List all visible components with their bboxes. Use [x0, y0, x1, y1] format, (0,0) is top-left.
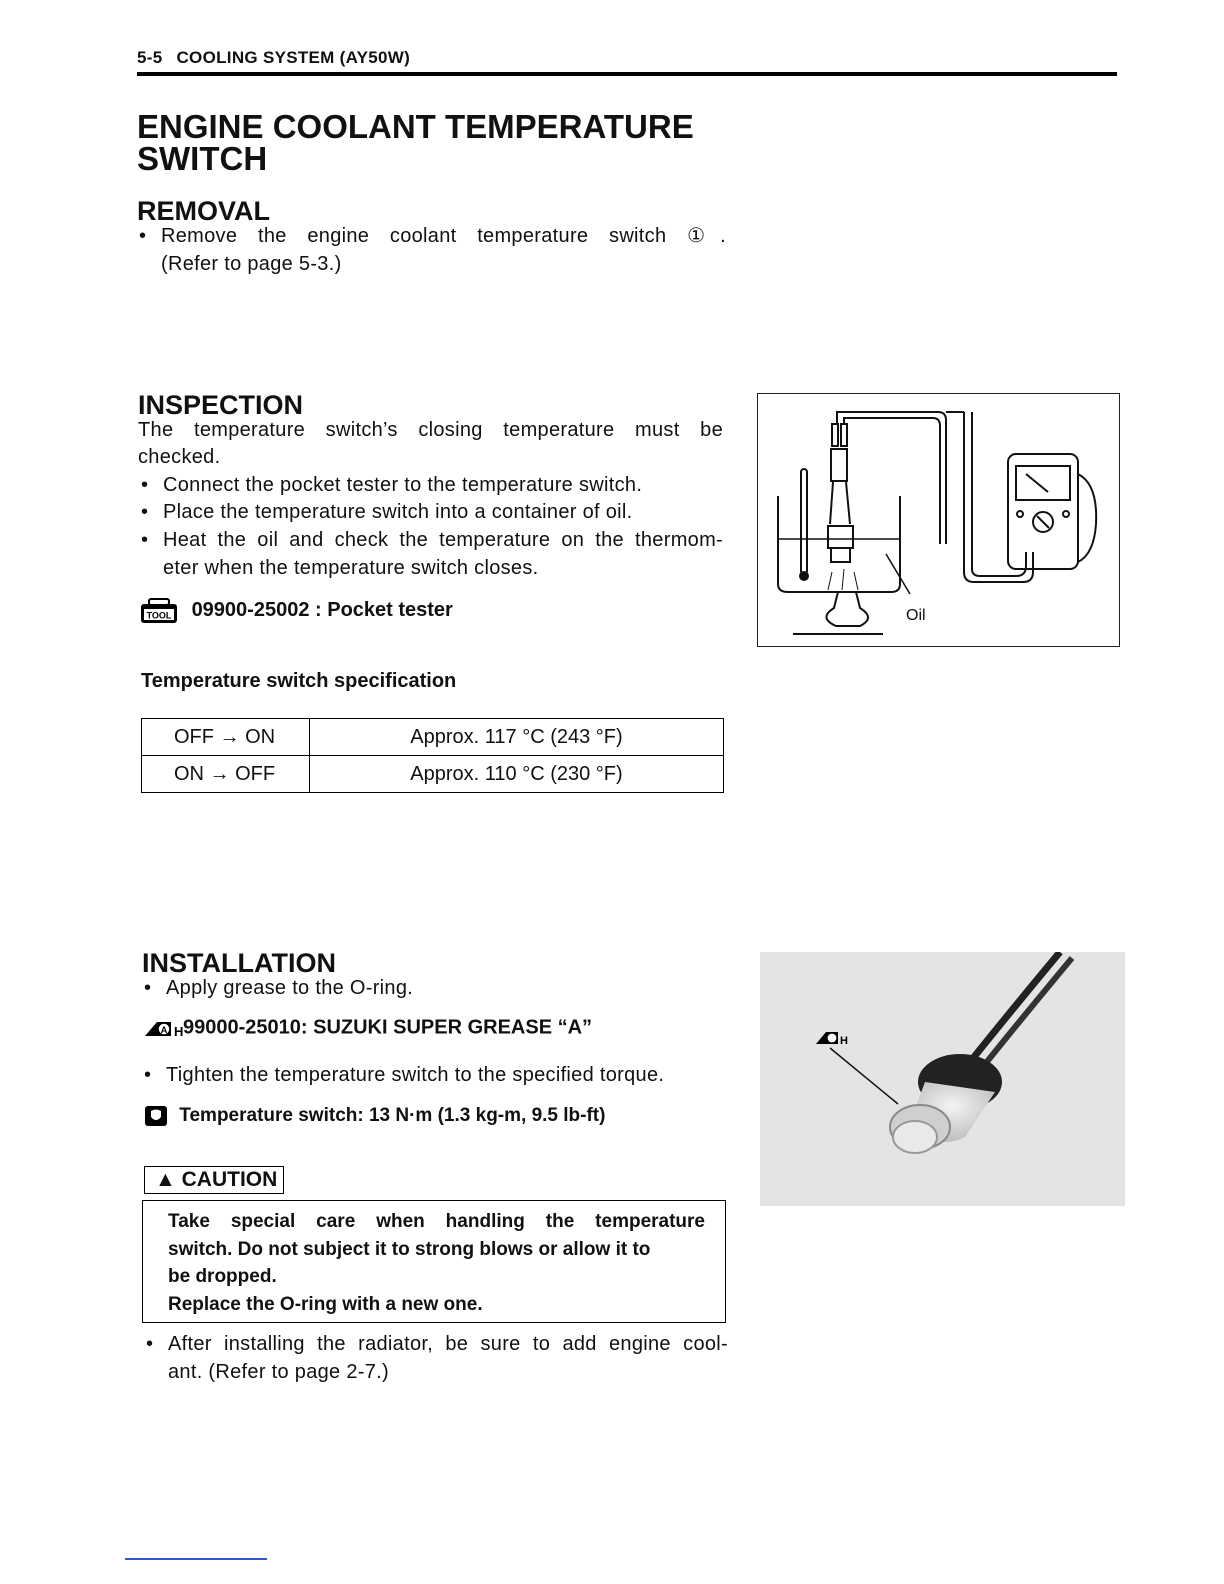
caution-box	[142, 1200, 726, 1323]
caution-line-1: Take special care when handling the temperature	[168, 1211, 705, 1232]
torque-line	[144, 1104, 605, 1128]
installation-bullet-1: • Apply grease to the O-ring.	[166, 975, 413, 1002]
section-title: COOLING SYSTEM (AY50W)	[176, 48, 411, 67]
inspection-bullet-1: • Connect the pocket tester to the temperature switch.	[163, 472, 642, 499]
caution-line-4: Replace the O-ring with a new one.	[168, 1293, 483, 1315]
torque-text: Temperature switch: 13 N·m (1.3 kg-m, 9.5 lb-ft)	[179, 1105, 606, 1127]
spec-table	[141, 718, 724, 793]
temperature-switch-photo	[760, 952, 1125, 1206]
footer-link-line	[125, 1558, 267, 1560]
table-row	[142, 719, 724, 756]
page-number: 5-5	[137, 48, 163, 67]
caution-label	[144, 1166, 284, 1194]
removal-ref: (Refer to page 5-3.)	[161, 253, 342, 275]
table-row	[142, 756, 724, 793]
spec-title: Temperature switch specification	[141, 670, 457, 692]
tool-text: 09900-25002 : Pocket tester	[191, 599, 453, 622]
svg-text:H: H	[840, 1035, 848, 1047]
spec-state-cell: OFF → ON	[142, 719, 310, 756]
tool-icon-label: TOOL	[146, 610, 172, 621]
inspection-bullet-3-cont: eter when the temperature switch closes.	[163, 557, 539, 579]
tool-icon	[140, 598, 178, 624]
installation-heading: INSTALLATION	[142, 948, 336, 978]
installation-photo	[760, 952, 1125, 1206]
caution-line-3: be dropped.	[168, 1266, 277, 1287]
spec-value-cell: Approx. 110 °C (230 °F)	[310, 756, 724, 793]
installation-bullet-3-cont: ant. (Refer to page 2-7.)	[168, 1361, 389, 1383]
svg-text:H: H	[174, 1024, 183, 1039]
page-title-line1: ENGINE COOLANT TEMPERATURE	[137, 108, 694, 145]
diagram-label-oil: Oil	[906, 607, 926, 624]
warning-icon: ▲	[155, 1168, 176, 1191]
removal-bullet: • Remove the engine coolant temperature switch ①.	[161, 223, 726, 250]
spec-state-cell: ON → OFF	[142, 756, 310, 793]
installation-bullet-3: • After installing the radiator, be sure to add engine cool-	[168, 1331, 728, 1358]
inspection-diagram	[757, 393, 1120, 647]
page-title-line2: SWITCH	[137, 140, 268, 177]
tool-line	[140, 598, 453, 624]
grease-icon	[143, 1016, 183, 1040]
torque-wrench-icon	[144, 1104, 168, 1128]
svg-text:A: A	[160, 1025, 168, 1035]
grease-line	[143, 1016, 592, 1040]
caution-label-text: CAUTION	[181, 1168, 278, 1191]
inspection-bullet-3: • Heat the oil and check the temperature on the thermom-	[163, 527, 723, 554]
header-rule	[137, 72, 1117, 76]
grease-text: 99000-25010: SUZUKI SUPER GREASE “A”	[183, 1016, 593, 1039]
inspection-heading: INSPECTION	[138, 390, 304, 420]
page-header	[137, 48, 410, 68]
inspection-intro-line1: The temperature switch’s closing temperature must be	[138, 419, 723, 441]
tester-diagram-illustration	[758, 394, 1118, 645]
inspection-bullet-2: • Place the temperature switch into a container of oil.	[163, 499, 632, 526]
spec-value-cell: Approx. 117 °C (243 °F)	[310, 719, 724, 756]
inspection-intro-line2: checked.	[138, 446, 221, 468]
installation-bullet-2: • Tighten the temperature switch to the specified torque.	[166, 1062, 664, 1089]
caution-line-2: switch. Do not subject it to strong blows or allow it to	[168, 1238, 651, 1260]
removal-heading: REMOVAL	[137, 196, 270, 226]
